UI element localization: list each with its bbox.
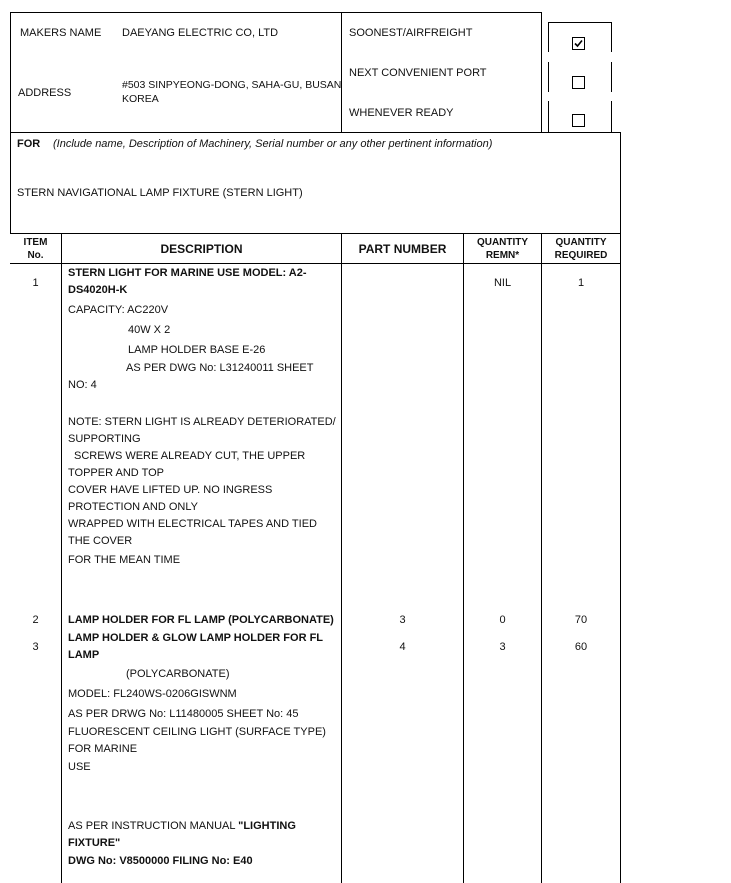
row-3-desc-line: AS PER DRWG No: L11480005 SHEET No: 45	[68, 708, 299, 720]
row-3-desc-title-1: LAMP HOLDER & GLOW LAMP HOLDER FOR FL	[68, 632, 324, 644]
address-label: ADDRESS	[18, 87, 72, 99]
row-1-desc-line: FOR THE MEAN TIME	[68, 554, 181, 566]
row-3-desc-title-2: LAMP	[68, 649, 100, 661]
makers-label: MAKERS NAME	[20, 27, 102, 39]
rule	[611, 62, 612, 92]
col-header-qty-remn-line2: REMN*	[485, 250, 520, 261]
row-3-desc-line: MODEL: FL240WS-0206GISWNM	[68, 688, 237, 700]
col-header-part-number: PART NUMBER	[358, 242, 447, 256]
checkmark-icon	[574, 39, 583, 48]
col-header-qty-req	[542, 236, 620, 262]
col-header-qty-req-line1: QUANTITY	[555, 237, 607, 248]
rule	[611, 22, 612, 52]
shipping-soonest-label: SOONEST/AIRFREIGHT	[349, 27, 473, 39]
rule	[548, 101, 549, 132]
rule	[61, 233, 62, 883]
rule	[10, 12, 11, 132]
row-1-desc-line: TOPPER AND TOP	[68, 467, 164, 479]
row-1-desc-line: CAPACITY: AC220V	[68, 304, 169, 316]
rule	[620, 132, 621, 883]
address-line-1: #503 SINPYEONG-DONG, SAHA-GU, BUSAN	[122, 79, 342, 91]
row-1-desc-line: SUPPORTING	[68, 433, 141, 445]
rule	[541, 12, 542, 132]
row-3-desc-line: DWG No: V8500000 FILING No: E40	[68, 855, 253, 867]
next-port-checkbox[interactable]	[572, 76, 585, 89]
whenever-checkbox[interactable]	[572, 114, 585, 127]
rule	[341, 12, 342, 132]
for-hint: (Include name, Description of Machinery, Serial number or any other pertinent information)	[53, 138, 493, 150]
makers-value: DAEYANG ELECTRIC CO, LTD	[122, 27, 279, 39]
rule	[548, 22, 612, 23]
for-value: STERN NAVIGATIONAL LAMP FIXTURE (STERN LIGHT)	[17, 187, 303, 199]
rule	[10, 263, 621, 264]
rule	[10, 233, 621, 234]
row-1-item: 1	[32, 277, 39, 289]
row-2-desc-title-1: LAMP HOLDER FOR FL LAMP (POLYCARBONATE)	[68, 614, 334, 626]
rule	[548, 62, 549, 92]
row-2-part-number: 3	[399, 614, 406, 626]
row-1-desc-line: NOTE: STERN LIGHT IS ALREADY DETERIORATED/	[68, 416, 336, 428]
row-1-desc-line: SCREWS WERE ALREADY CUT, THE UPPER	[74, 450, 306, 462]
col-header-qty-remn-line1: QUANTITY	[476, 237, 529, 248]
row-3-desc-line: FLUORESCENT CEILING LIGHT (SURFACE TYPE)	[68, 726, 326, 738]
row-3-part-number: 4	[399, 641, 406, 653]
row-1-qty-req: 1	[577, 277, 585, 289]
col-header-qty-remn	[464, 236, 541, 262]
row-3-desc-line: USE	[68, 761, 91, 773]
row-1-desc-line: PROTECTION AND ONLY	[68, 501, 198, 513]
row-1-desc-title-2: DS4020H-K	[68, 284, 128, 296]
row-1-desc-line: LAMP HOLDER BASE E-26	[128, 344, 266, 356]
row-3-manual-line	[68, 819, 296, 833]
row-3-item: 3	[32, 641, 39, 653]
row-1-desc-line: COVER HAVE LIFTED UP. NO INGRESS	[68, 484, 273, 496]
row-2-item: 2	[32, 614, 39, 626]
row-2-qty-remn: 0	[499, 614, 506, 626]
row-1-desc-line: NO: 4	[68, 379, 97, 391]
rule	[611, 101, 612, 132]
row-3-qty-remn: 3	[499, 641, 506, 653]
shipping-next-port-label: NEXT CONVENIENT PORT	[349, 67, 487, 79]
col-header-item-line1: ITEM	[23, 237, 48, 248]
row-3-manual-prefix: AS PER INSTRUCTION MANUAL	[68, 820, 239, 832]
row-3-qty-req: 60	[574, 641, 588, 653]
row-1-desc-line: THE COVER	[68, 535, 133, 547]
row-3-desc-line: FOR MARINE	[68, 743, 138, 755]
row-1-desc-title-1: STERN LIGHT FOR MARINE USE MODEL: A2-	[68, 267, 307, 279]
rule	[10, 12, 542, 13]
row-1-desc-line: AS PER DWG No: L31240011 SHEET	[126, 362, 314, 374]
rule	[541, 233, 542, 883]
rule	[548, 22, 549, 52]
row-1-desc-line: WRAPPED WITH ELECTRICAL TAPES AND TIED	[68, 518, 317, 530]
soonest-checkbox[interactable]	[572, 37, 585, 50]
rule	[10, 132, 11, 234]
row-1-desc-line: 40W X 2	[128, 324, 171, 336]
col-header-description: DESCRIPTION	[160, 242, 243, 256]
col-header-item	[10, 236, 61, 262]
address-line-2: KOREA	[122, 93, 159, 105]
rule	[341, 233, 342, 883]
row-3-manual-title: "LIGHTING	[238, 820, 296, 832]
rule	[10, 132, 621, 133]
col-header-qty-req-line2: REQUIRED	[554, 250, 608, 261]
row-3-desc-line: FIXTURE"	[68, 837, 121, 849]
rule	[463, 233, 464, 883]
row-2-qty-req: 70	[574, 614, 588, 626]
shipping-whenever-label: WHENEVER READY	[349, 107, 454, 119]
row-1-qty-remn: NIL	[493, 277, 512, 289]
row-3-desc-line: (POLYCARBONATE)	[126, 668, 230, 680]
col-header-item-line2: No.	[27, 250, 44, 261]
for-label: FOR	[17, 138, 41, 150]
